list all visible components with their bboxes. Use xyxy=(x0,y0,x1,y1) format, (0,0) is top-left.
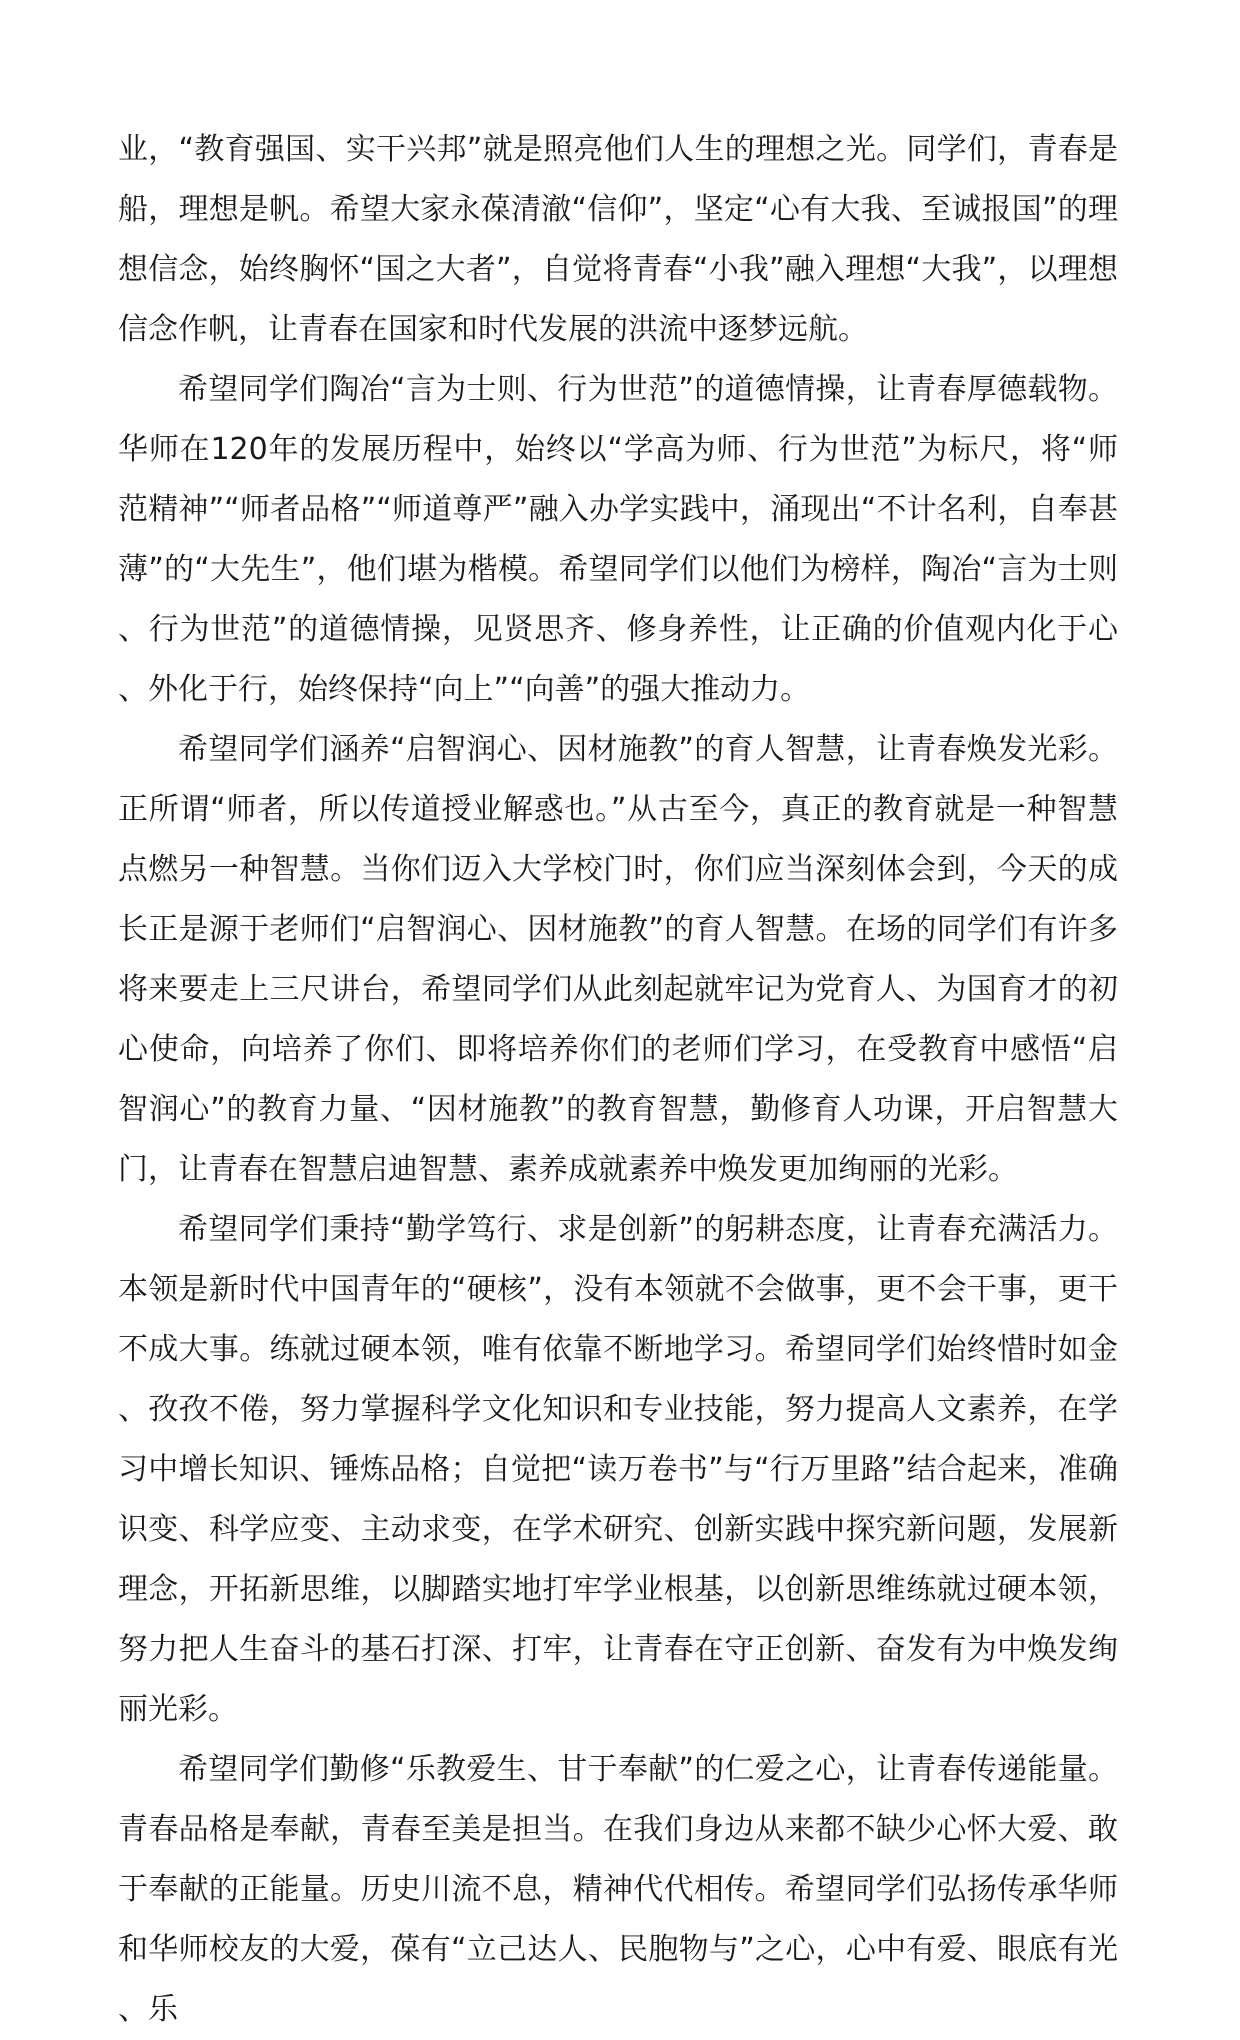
paragraph-moral-character: 希望同学们陶冶“言为士则、行为世范”的道德情操，让青春厚德载物。华师在120年的发展历程中，始终以“学高为师、行为世范”为标尺，将“师范精神”“师者品格”“师道尊严”融入办学实践中，涌现出“不计名利，自奉甚薄”的“大先生”，他们堪为楷模。希望同学们以他们为榜样，陶冶“言为士则、行为世范”的道德情操，见贤思齐、修身养性，让正确的价值观内化于心、外化于行，始终保持“向上”“向善”的强大推动力。 xyxy=(118,372,1118,707)
paragraph-educational-wisdom: 希望同学们涵养“启智润心、因材施教”的育人智慧，让青春焕发光彩。正所谓“师者，所以传道授业解惑也。”从古至今，真正的教育就是一种智慧点燃另一种智慧。当你们迈入大学校门时，你们应当深刻体会到，今天的成长正是源于老师们“启智润心、因材施教”的育人智慧。在场的同学们有许多将来要走上三尺讲台，希望同学们从此刻起就牢记为党育人、为国育才的初心使命，向培养了你们、即将培养你们的老师们学习，在受教育中感悟“启智润心”的教育力量、“因材施教”的教育智慧，勤修育人功课，开启智慧大门，让青春在智慧启迪智慧、素养成就素养中焕发更加绚丽的光彩。 xyxy=(118,732,1118,1187)
document-page xyxy=(118,120,1118,2027)
paragraph-benevolent-heart: 希望同学们勤修“乐教爱生、甘于奉献”的仁爱之心，让青春传递能量。青春品格是奉献，青春至美是担当。在我们身边从来都不缺少心怀大爱、敢于奉献的正能量。历史川流不息，精神代代相传。希望同学们弘扬传承华师和华师校友的大爱，葆有“立己达人、民胞物与”之心，心中有爱、眼底有光、乐 xyxy=(118,1752,1118,2027)
paragraph-diligent-study: 希望同学们秉持“勤学笃行、求是创新”的躬耕态度，让青春充满活力。本领是新时代中国青年的“硬核”，没有本领就不会做事，更不会干事，更干不成大事。练就过硬本领，唯有依靠不断地学习。希望同学们始终惜时如金、孜孜不倦，努力掌握科学文化知识和专业技能，努力提高人文素养，在学习中增长知识、锤炼品格；自觉把“读万卷书”与“行万里路”结合起来，准确识变、科学应变、主动求变，在学术研究、创新实践中探究新问题，发展新理念，开拓新思维，以脚踏实地打牢学业根基，以创新思维练就过硬本领，努力把人生奋斗的基石打深、打牢，让青春在守正创新、奋发有为中焕发绚丽光彩。 xyxy=(118,1212,1118,1727)
paragraph-ideal-belief: 业，“教育强国、实干兴邦”就是照亮他们人生的理想之光。同学们，青春是船，理想是帆。希望大家永葆清澈“信仰”，坚定“心有大我、至诚报国”的理想信念，始终胸怀“国之大者”，自觉将青春“小我”融入理想“大我”，以理想信念作帆，让青春在国家和时代发展的洪流中逐梦远航。 xyxy=(118,132,1118,347)
